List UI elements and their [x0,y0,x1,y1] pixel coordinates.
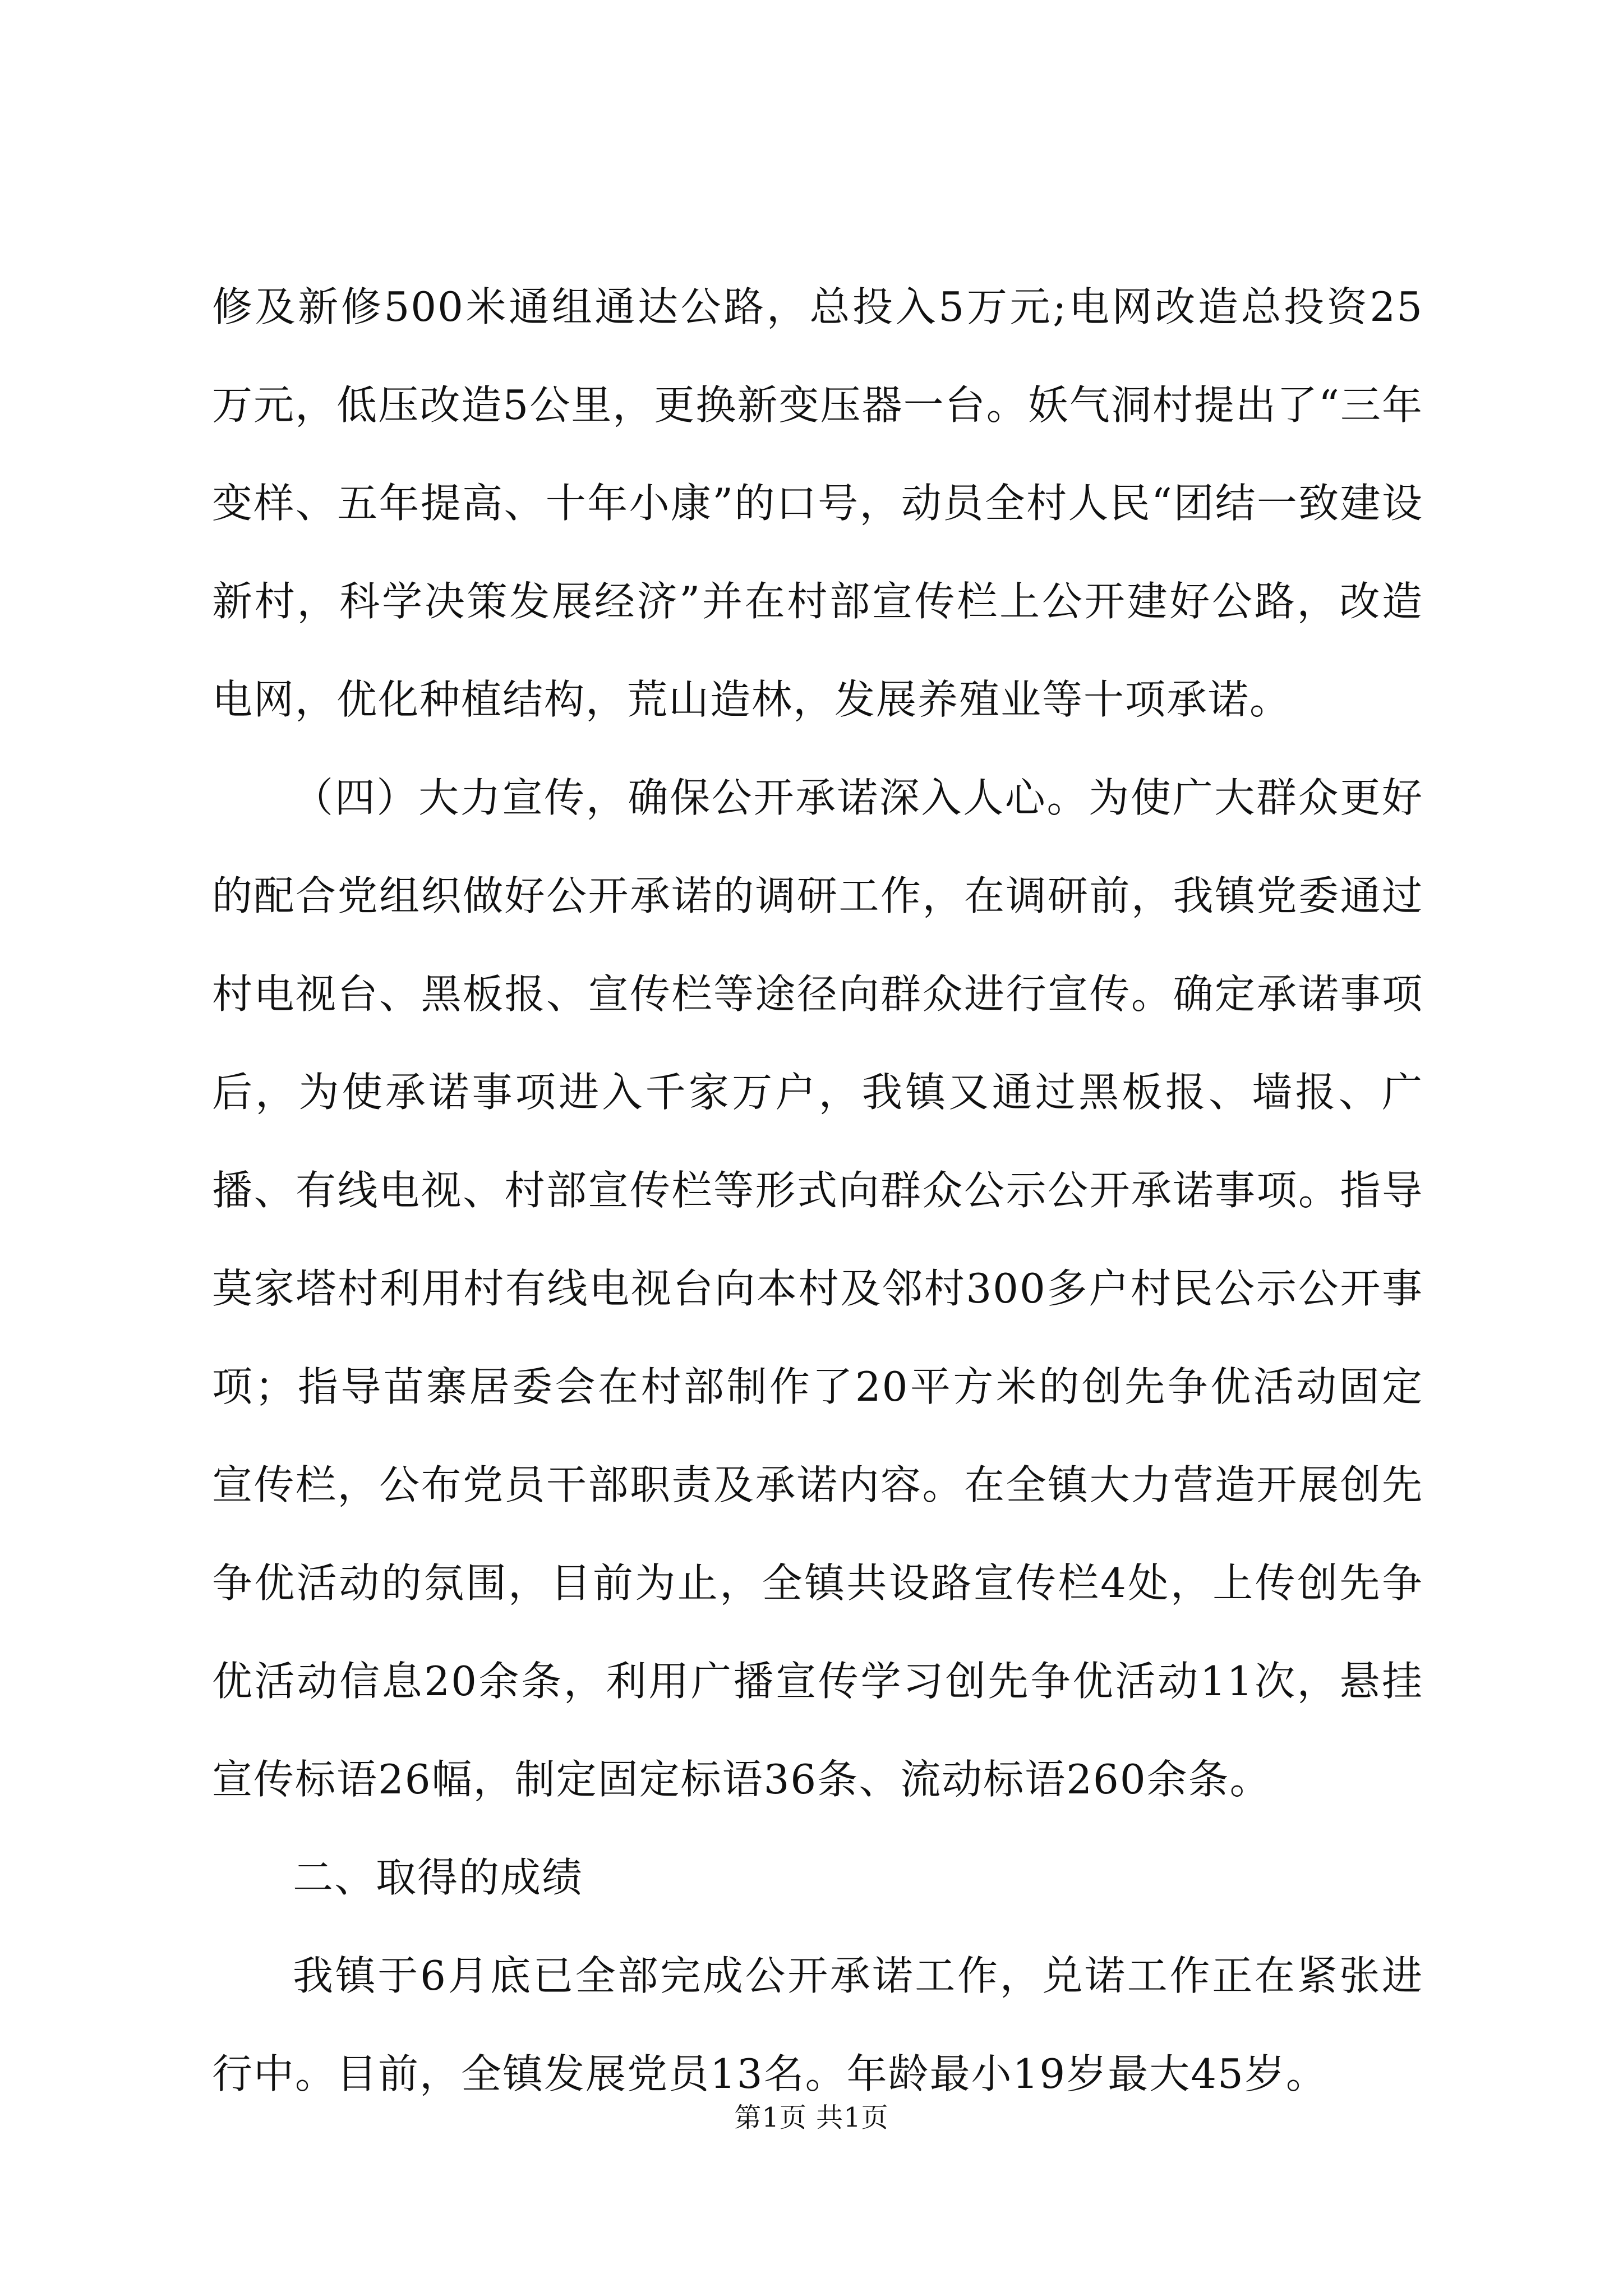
paragraph-continuation: 修及新修500米通组通达公路，总投入5万元;电网改造总投资25万元，低压改造5公里，更换新变压器一台。妖气洞村提出了“三年变样、五年提高、十年小康”的口号，动员全村人民“团结一致建设新村，科学决策发展经济”并在村部宣传栏上公开建好公路，改造电网，优化种植结构，荒山造林，发展养殖业等十项承诺。 [212,283,1423,723]
section-heading-achievements: 二、取得的成绩 [293,1854,584,1901]
paragraph-section-four: （四）大力宣传，确保公开承诺深入人心。为使广大群众更好的配合党组织做好公开承诺的调研工作，在调研前，我镇党委通过村电视台、黑板报、宣传栏等途径向群众进行宣传。确定承诺事项后，为使承诺事项进入千家万户，我镇又通过黑板报、墙报、广播、有线电视、村部宣传栏等形式向群众公示公开承诺事项。指导莫家塔村利用村有线电视台向本村及邻村300多户村民公示公开事项；指导苗寨居委会在村部制作了20平方米的创先争优活动固定宣传栏，公布党员干部职责及承诺内容。在全镇大力营造开展创先争优活动的氛围，目前为止，全镇共设路宣传栏4处，上传创先争优活动信息20余条，利用广播宣传学习创先争优活动11次，悬挂宣传标语26幅，制定固定标语36条、流动标语260余条。 [212,774,1423,1803]
document-body [212,258,1423,2123]
paragraph-achievements: 我镇于6月底已全部完成公开承诺工作，兑诺工作正在紧张进行中。目前，全镇发展党员13名。年龄最小19岁最大45岁。 [212,1952,1423,2097]
page-footer: 第1页 共1页 [734,2102,889,2133]
